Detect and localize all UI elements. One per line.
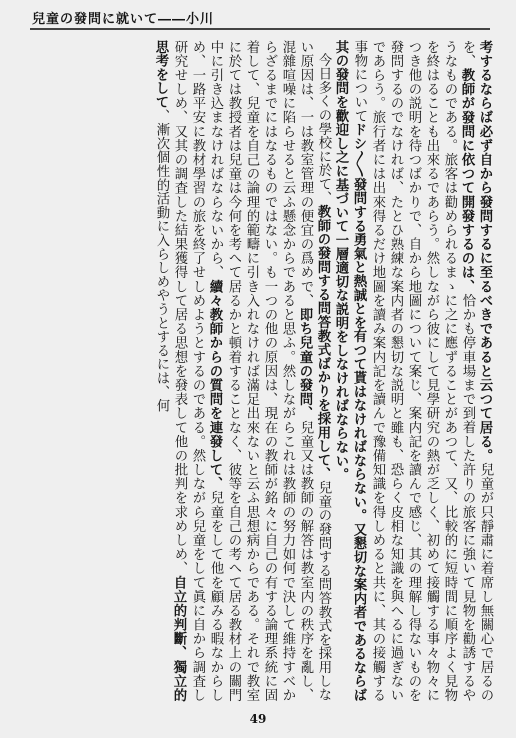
running-head: 兒童の發問に就いて――小川 <box>32 12 215 27</box>
bold-text-segment: ドシ〳〵發問する勇氣と熱誠とを有つて貰はなければならない。又懇切な案内者であるならば其の發問を歡迎し之に基づいて一層適切な説明をしなければならない。 <box>333 40 367 702</box>
bold-text-segment: 教師が發問に依つて開發するのは、 <box>459 68 475 294</box>
paragraph <box>152 40 332 702</box>
text-segment: 、漸次個性的活動に入らしめやうとするには、何 <box>154 109 169 413</box>
text-segment: 兒童をして他を顧みる暇なからしめ、一路平安に教材學習の旅を終了せしめようとするのである。然しながら兒童をして眞に自から調査し研究せしめ、又其の調査した結果獲得して居る思想を發表して他の批判を求めしめ、 <box>172 40 223 702</box>
bold-text-segment: 考するならば必ず自から發問するに至るべきであると云つて居る。 <box>477 40 493 463</box>
text-segment: 兒童の發問する問答教式を採用しない原因は、一は教室管理の便宜の爲めで、 <box>298 40 331 702</box>
paragraph <box>332 40 494 702</box>
bold-text-segment: 教師の發問する問答教式ばかりを採用して、 <box>315 205 331 482</box>
text-segment: 恰かも停車場まで到着した許りの旅客に強いて見物を勸誘するやうなものである。旅客は勸められるまゝに之に應ずることがあつて、又、比較的に短時間に順序よく見物を終はることも出來るであらう。然しながら彼にして見學研究の熱が乏しく、初めて接觸する事々物々につき他の説明を待つばかりで、自から地圖について案じ、案内記を讀んで感じ、其の理解し得ないものを發問するのでなければ、たとひ熟練な案内者の懇切な説明と雖も、恐らく皮相な知識を與へるに過ぎないであらう。旅行者には出來得るだけ地圖を讀み案内記を讀んで豫備知識を得しめると共に、其の接觸する事物について <box>352 40 475 702</box>
bold-text-segment: 續々教師からの質問を連發して、 <box>207 279 223 491</box>
text-segment: 兒童が只靜肅に着席し無關心で居るのを、 <box>460 40 493 702</box>
body-text <box>54 40 494 702</box>
bold-text-segment: 自立的判斷、獨立的思考をして <box>153 40 187 702</box>
bold-text-segment: 即ち兒童の發問、 <box>297 307 313 421</box>
text-segment: 兒童又は教師の解答は教室内の秩序を亂し、混雜喧噪に陷らせると云ふ懸念からであると思ふ。然しながらこれは教師の努力如何で決して維持すべからざるまでにはなるものではない。も一つの他の原因は、現在の教師が銘々に自己の有する論理系統に固着して、兒童を自己の論理的範疇に引き入れなければ滿足出來ないと云ふ思想病からである。それで教室に於ては教授者は兒童は今何を考へて居るかと頓着することなく、彼等を自己の考へて居る教材上の關門中に引き込まなければならないから、 <box>208 40 313 702</box>
page-number: 49 <box>249 712 267 726</box>
text-segment: 今日多くの學校に於て、 <box>316 53 331 206</box>
header-rule <box>30 28 490 30</box>
